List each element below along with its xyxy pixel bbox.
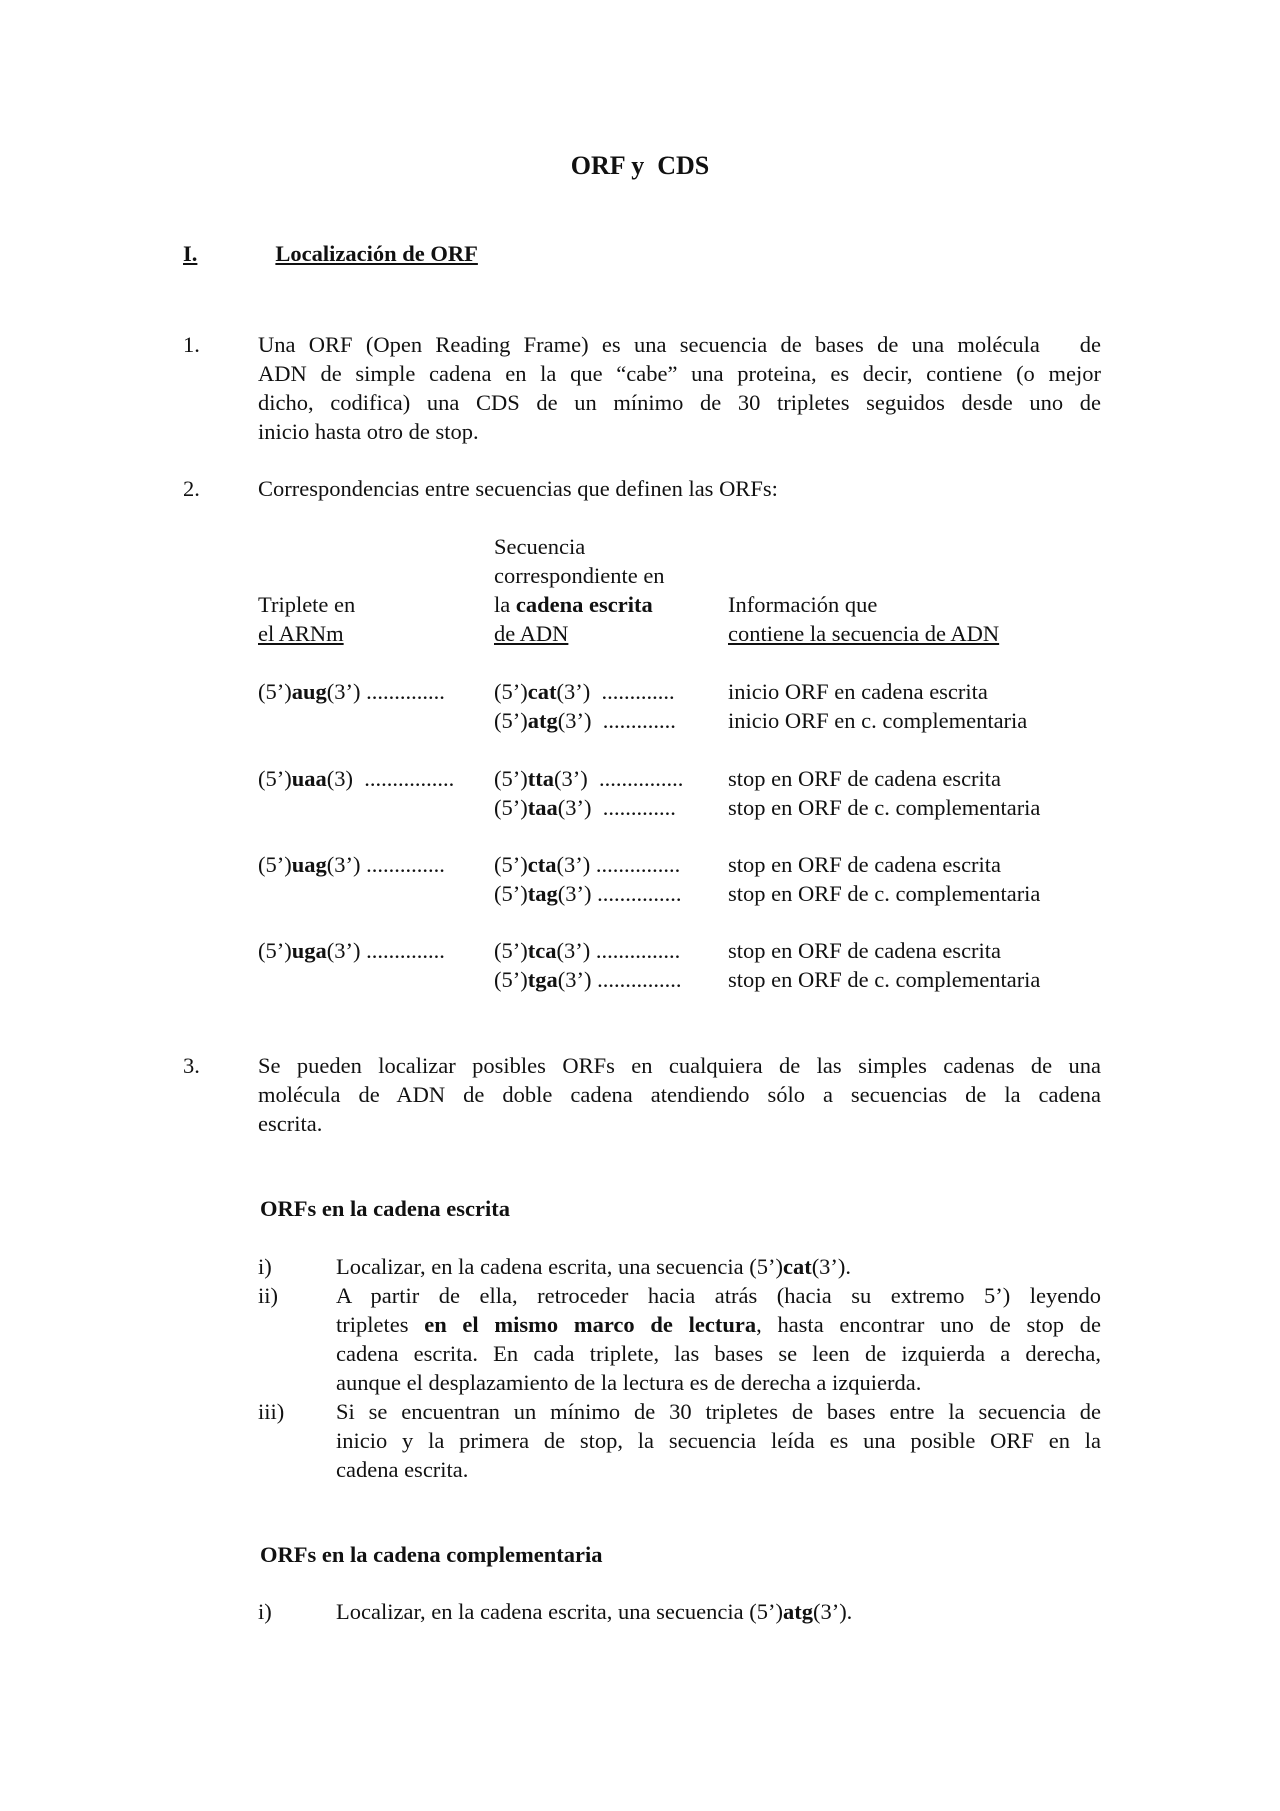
table-row-info: stop en ORF de cadena escrita	[728, 766, 1002, 791]
step-text	[336, 1397, 1101, 1484]
item-3-paragraph	[258, 1051, 1101, 1138]
section-heading	[183, 241, 478, 267]
step-line: tripletes en el mismo marco de lectura, hasta encontrar uno de stop de	[336, 1312, 1101, 1337]
table-row-info: stop en ORF de c. complementaria	[728, 795, 1041, 820]
col1-header-line1: Triplete en	[258, 592, 356, 617]
item-2-text: Correspondencias entre secuencias que definen las ORFs:	[258, 476, 778, 501]
item-3-line: Se pueden localizar posibles ORFs en cualquiera de las simples cadenas de una	[258, 1053, 1101, 1078]
table-row-dna: (5’)tta(3’) ...............	[494, 766, 684, 791]
step-number: ii)	[258, 1283, 278, 1308]
table-row-dna: (5’)tag(3’) ...............	[494, 881, 682, 906]
subheading-complementaria: ORFs en la cadena complementaria	[260, 1542, 603, 1567]
col2-header-line4: de ADN	[494, 621, 569, 646]
item-1-paragraph	[258, 330, 1101, 446]
step-line: cadena escrita. En cada triplete, las bases se leen de izquierda a derecha,	[336, 1341, 1101, 1366]
step-number: i)	[258, 1599, 272, 1624]
table-row-mrna: (5’)aug(3’) ..............	[258, 679, 445, 704]
col2-header-line3	[494, 590, 653, 619]
step-number: i)	[258, 1254, 272, 1279]
col2-header-line2: correspondiente en	[494, 563, 665, 588]
step-text	[336, 1281, 1101, 1397]
col2-header-line1: Secuencia	[494, 534, 586, 559]
col2-header-line3-pre: la	[494, 592, 516, 617]
table-row-info: inicio ORF en cadena escrita	[728, 679, 988, 704]
item-1-line: ADN de simple cadena en la que “cabe” una proteina, es decir, contiene (o mejor	[258, 361, 1101, 386]
step-line: inicio y la primera de stop, la secuencia leída es una posible ORF en la	[336, 1428, 1101, 1453]
table-row-dna: (5’)tca(3’) ...............	[494, 938, 681, 963]
item-1-number: 1.	[183, 332, 200, 357]
col2-header-line3-bold: cadena escrita	[515, 592, 653, 617]
item-2-number: 2.	[183, 476, 200, 501]
table-row-mrna: (5’)uga(3’) ..............	[258, 938, 445, 963]
table-row-info: stop en ORF de c. complementaria	[728, 881, 1041, 906]
table-row-dna: (5’)cta(3’) ...............	[494, 852, 681, 877]
table-row-dna: (5’)atg(3’) .............	[494, 708, 676, 733]
item-3-line: escrita.	[258, 1111, 323, 1136]
table-row-mrna: (5’)uaa(3) ................	[258, 766, 455, 791]
step-line: Si se encuentran un mínimo de 30 tripletes de bases entre la secuencia de	[336, 1399, 1101, 1424]
item-1-line: Una ORF (Open Reading Frame) es una secuencia de bases de una molécula de	[258, 332, 1101, 357]
table-row-dna: (5’)tga(3’) ...............	[494, 967, 682, 992]
table-row-info: inicio ORF en c. complementaria	[728, 708, 1028, 733]
col1-header-line2: el ARNm	[258, 621, 344, 646]
step-text: Localizar, en la cadena escrita, una secuencia (5’)cat(3’).	[336, 1254, 852, 1279]
col3-header-line1: Información que	[728, 592, 878, 617]
step-number: iii)	[258, 1399, 285, 1424]
table-row-dna: (5’)cat(3’) .............	[494, 679, 675, 704]
item-3-number: 3.	[183, 1053, 200, 1078]
table-row-mrna: (5’)uag(3’) ..............	[258, 852, 445, 877]
col3-header-line2: contiene la secuencia de ADN	[728, 621, 1000, 646]
item-3-line: molécula de ADN de doble cadena atendiendo sólo a secuencias de la cadena	[258, 1082, 1101, 1107]
step-line: cadena escrita.	[336, 1457, 469, 1482]
step-line: aunque el desplazamiento de la lectura es de derecha a izquierda.	[336, 1370, 922, 1395]
item-1-line: dicho, codifica) una CDS de un mínimo de 30 tripletes seguidos desde uno de	[258, 390, 1101, 415]
subheading-escrita: ORFs en la cadena escrita	[260, 1196, 510, 1221]
table-row-info: stop en ORF de cadena escrita	[728, 938, 1002, 963]
table-row-info: stop en ORF de c. complementaria	[728, 967, 1041, 992]
page-title: ORF y CDS	[570, 151, 710, 180]
table-row-info: stop en ORF de cadena escrita	[728, 852, 1002, 877]
table-row-dna: (5’)taa(3’) .............	[494, 795, 676, 820]
section-title: Localización de ORF	[275, 241, 478, 266]
step-text: Localizar, en la cadena escrita, una secuencia (5’)atg(3’).	[336, 1599, 853, 1624]
section-number: I.	[183, 241, 198, 266]
item-1-line: inicio hasta otro de stop.	[258, 419, 479, 444]
step-line: A partir de ella, retroceder hacia atrás (hacia su extremo 5’) leyendo	[336, 1283, 1101, 1308]
